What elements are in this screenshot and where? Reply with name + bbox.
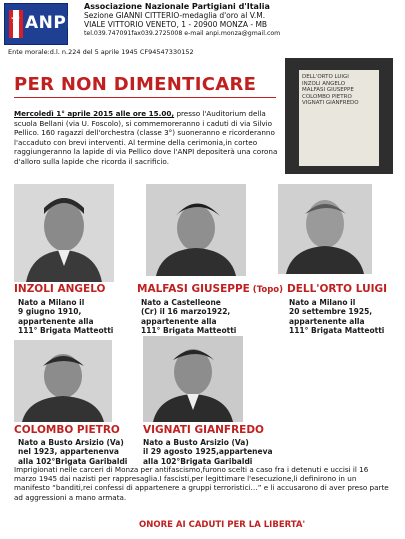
association-info — [84, 2, 304, 38]
portrait-inzoli — [14, 184, 114, 282]
plaque-line: COLOMBO PIETRO — [302, 93, 352, 100]
bio-line: 111° Brigata Matteotti — [289, 326, 385, 336]
bio-line: Nato a Milano il — [289, 298, 356, 307]
name-inzoli: INZOLI ANGELO — [14, 283, 106, 295]
event-date: Mercoledì 1° aprile 2015 alle ore 15.00, — [14, 109, 175, 118]
bio-inzoli — [18, 298, 113, 336]
bio-line: il 29 agosto 1925,apparteneva — [143, 447, 273, 457]
association-name: Associazione Nazionale Partigiani d'Italia — [84, 2, 270, 11]
bio-line: appartenente alla — [18, 316, 94, 326]
bio-line: 9 giugno 1910, — [18, 307, 82, 317]
plaque-line: DELL'ORTO LUIGI — [302, 74, 349, 80]
address: VIALE VITTORIO VENETO, 1 - 20900 MONZA - MB — [84, 20, 268, 29]
bio-line: 20 settembre 1925, — [289, 307, 373, 317]
logo-text: ANPI — [25, 13, 74, 33]
name-malfasi-nickname: (Topo) — [249, 285, 284, 295]
portrait-malfasi — [146, 184, 246, 276]
bio-line: Nato a Milano il — [18, 298, 85, 307]
title-underline — [14, 97, 276, 98]
portrait-vignati — [143, 336, 243, 422]
bio-line: 111° Brigata Matteotti — [18, 326, 114, 336]
name-vignati: VIGNATI GIANFREDO — [143, 424, 264, 436]
bio-line: 111° Brigata Matteotti — [141, 326, 237, 336]
name-malfasi — [137, 283, 283, 295]
portrait-colombo — [14, 340, 112, 422]
footer-paragraph: Imprigionati nelle carceri di Monza per antifascismo,furono scelti a caso fra i detenuti e uccisi il 16 marzo 1945 dai nazisti per rappresaglia.I fascisti,per legittimare l'esecuzione,li definirono in un manifesto “banditi,rei confessi di appartenere a gruppi terroristici…” e li accusarono di aver preso parte ad aggressioni a mano armata. — [14, 465, 389, 502]
bio-line: alla 102°Brigata Garibaldi — [143, 456, 253, 466]
bio-line: alla 102°Brigata Garibaldi — [18, 456, 128, 466]
slogan: ONORE AI CADUTI PER LA LIBERTA' — [139, 520, 306, 530]
plaque-photo — [285, 58, 393, 174]
plaque-line: INZOLI ANGELO — [302, 80, 346, 87]
bio-line: Nato a Busto Arsizio (Va) — [143, 438, 249, 447]
bio-line: Nato a Busto Arsizio (Va) — [18, 438, 124, 447]
name-dellorto: DELL'ORTO LUIGI — [287, 283, 388, 295]
bio-line: appartenente alla — [141, 316, 217, 326]
intro-paragraph — [14, 109, 278, 167]
anpi-logo — [4, 3, 74, 45]
bio-line: Nato a Castelleone — [141, 298, 221, 307]
ente-morale: Ente morale:d.l. n.224 del 5 aprile 1945 CF94547330152 — [8, 48, 194, 56]
bio-line: (Cr) il 16 marzo1922, — [141, 307, 231, 317]
section-name: Sezione GIANNI CITTERIO-medaglia d'oro al V.M. — [84, 11, 266, 20]
contacts: tel.039.747091fax039.2725008 e-mail anpi.monza@gmail.com — [84, 30, 281, 37]
bio-dellorto — [289, 298, 384, 336]
name-malfasi-text: MALFASI GIUSEPPE — [137, 283, 250, 295]
plaque-line: VIGNATI GIANFREDO — [302, 100, 359, 107]
bio-vignati — [143, 438, 273, 466]
star-icon: ★ — [10, 12, 21, 26]
bio-malfasi — [141, 298, 236, 336]
plaque-line: MALFASI GIUSEPPE — [302, 87, 354, 94]
bio-line: appartenente alla — [289, 316, 365, 326]
page-title: PER NON DIMENTICARE — [14, 74, 257, 95]
bio-colombo — [18, 438, 127, 466]
portrait-dellorto — [278, 184, 372, 274]
bio-line: nel 1923, appartenenva — [18, 447, 119, 457]
plaque — [299, 70, 379, 166]
intro-text: presso l'Auditorium della scuola Bellani (via U. Foscolo), si commemoreranno i caduti di via Silvio Pellico. 160 ragazzi dell'orchestra (classe 3°) suoneranno e ricorderanno l'accaduto con brevi interventi. Al termine della cerimonia,in corteo raggiungeranno la lapide di via Pellico dove l'ANPI depositerà una corona d'alloro sulla lapide che ricorda il sacrificio. — [14, 109, 278, 166]
name-colombo: COLOMBO PIETRO — [14, 424, 120, 436]
